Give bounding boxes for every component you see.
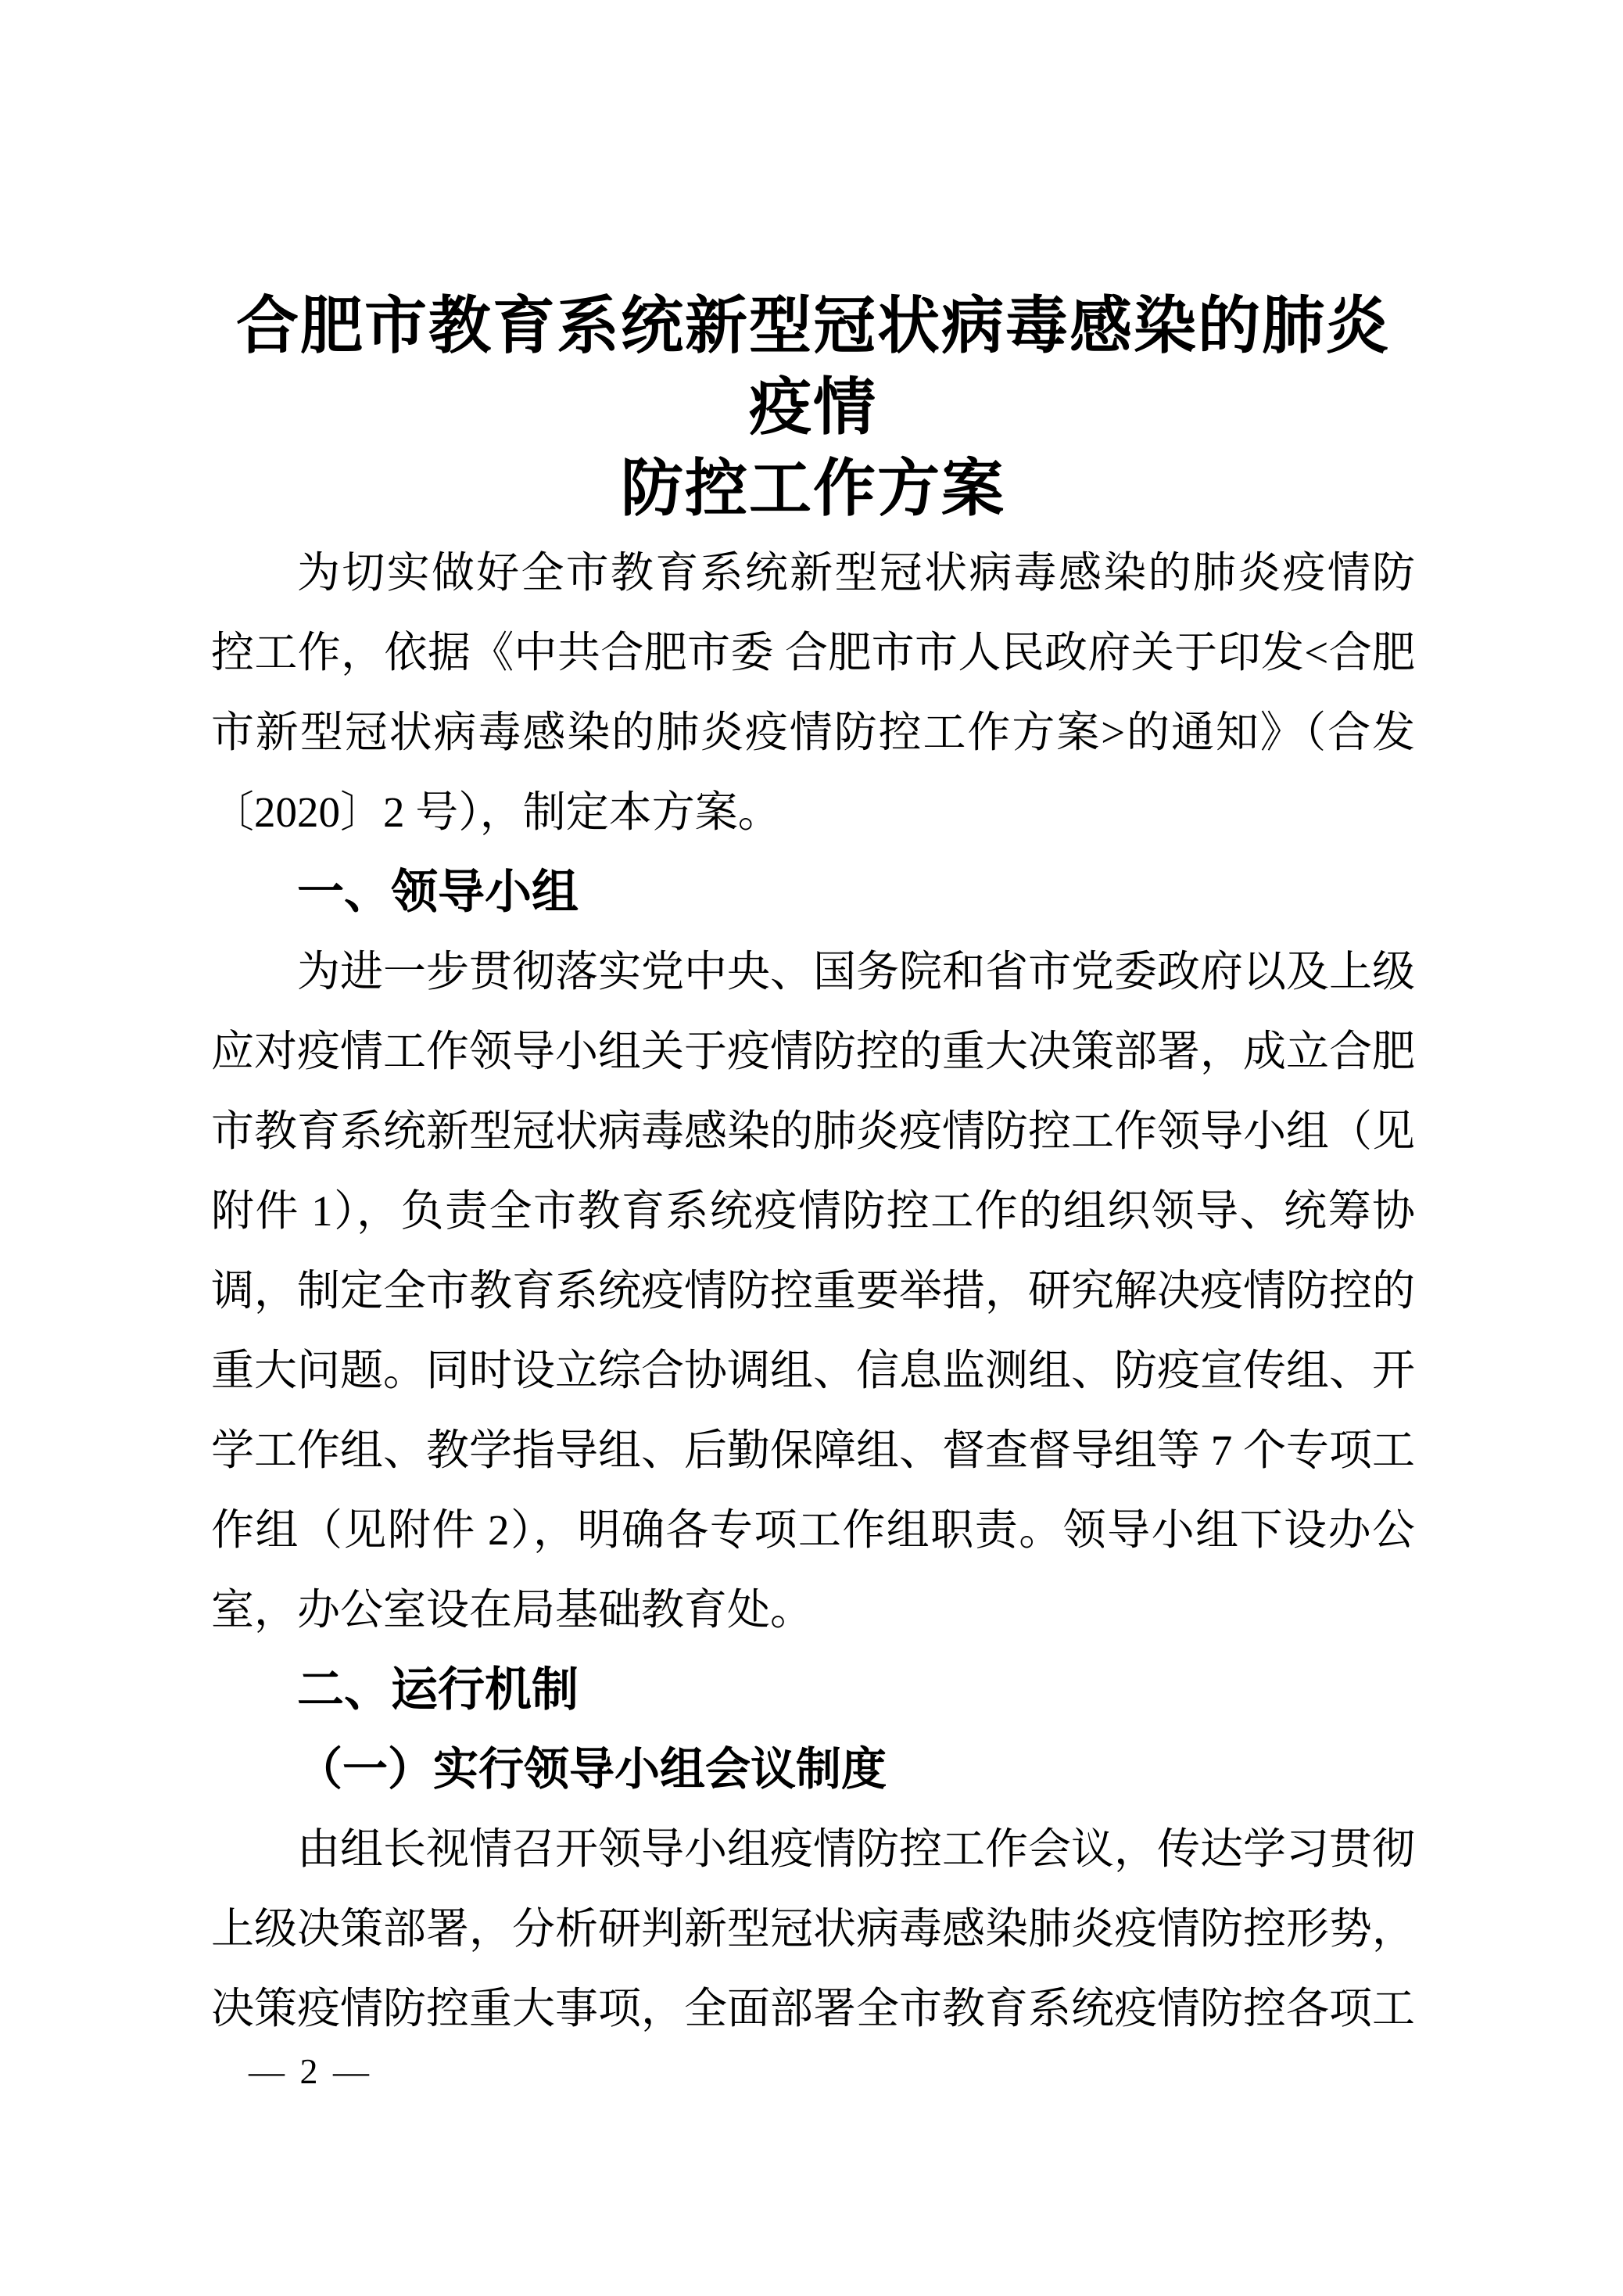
page-number: — 2 —: [249, 2051, 372, 2091]
text-line: 附件 1），负责全市教育系统疫情防控工作的组织领导、统筹协: [211, 1187, 1415, 1235]
text-line: 由组长视情召开领导小组疫情防控工作会议，传达学习贯彻: [297, 1825, 1416, 1873]
section-heading: 一、领导小组: [297, 866, 579, 918]
text-line: 市新型冠状病毒感染的肺炎疫情防控工作方案>的通知》（合发: [211, 709, 1415, 756]
text-line: 作组（见附件 2），明确各专项工作组职责。领导小组下设办公: [211, 1506, 1415, 1554]
text-line: 重大问题。同时设立综合协调组、信息监测组、防疫宣传组、开: [211, 1347, 1416, 1394]
text-line: 室，办公室设在局基础教育处。: [211, 1586, 814, 1634]
document-title-line-2: 防控工作方案: [621, 455, 1005, 524]
text-line: 上级决策部署，分析研判新型冠状病毒感染肺炎疫情防控形势，: [211, 1905, 1416, 1953]
text-line: 学工作组、教学指导组、后勤保障组、督查督导组等 7 个专项工: [211, 1426, 1416, 1474]
section-heading: （一）实行领导小组会议制度: [297, 1744, 887, 1795]
text-line: 应对疫情工作领导小组关于疫情防控的重大决策部署，成立合肥: [211, 1028, 1416, 1075]
text-line: 控工作，依据《中共合肥市委 合肥市市人民政府关于印发<合肥: [211, 629, 1415, 676]
document-body: [211, 533, 1415, 2049]
text-line: 市教育系统新型冠状病毒感染的肺炎疫情防控工作领导小组（见: [211, 1107, 1416, 1155]
text-line: 调，制定全市教育系统疫情防控重要举措，研究解决疫情防控的: [211, 1267, 1416, 1315]
text-line: 决策疫情防控重大事项，全面部署全市教育系统疫情防控各项工: [211, 1985, 1416, 2032]
document-title-line-1: 合肥市教育系统新型冠状病毒感染的肺炎疫情: [236, 292, 1390, 443]
text-line: 为进一步贯彻落实党中央、国务院和省市党委政府以及上级: [297, 948, 1416, 996]
section-heading: 二、运行机制: [297, 1663, 579, 1716]
text-line: 为切实做好全市教育系统新型冠状病毒感染的肺炎疫情防: [297, 549, 1415, 597]
document-title: [211, 286, 1415, 530]
text-line: 〔2020〕2 号），制定本方案。: [211, 788, 781, 836]
